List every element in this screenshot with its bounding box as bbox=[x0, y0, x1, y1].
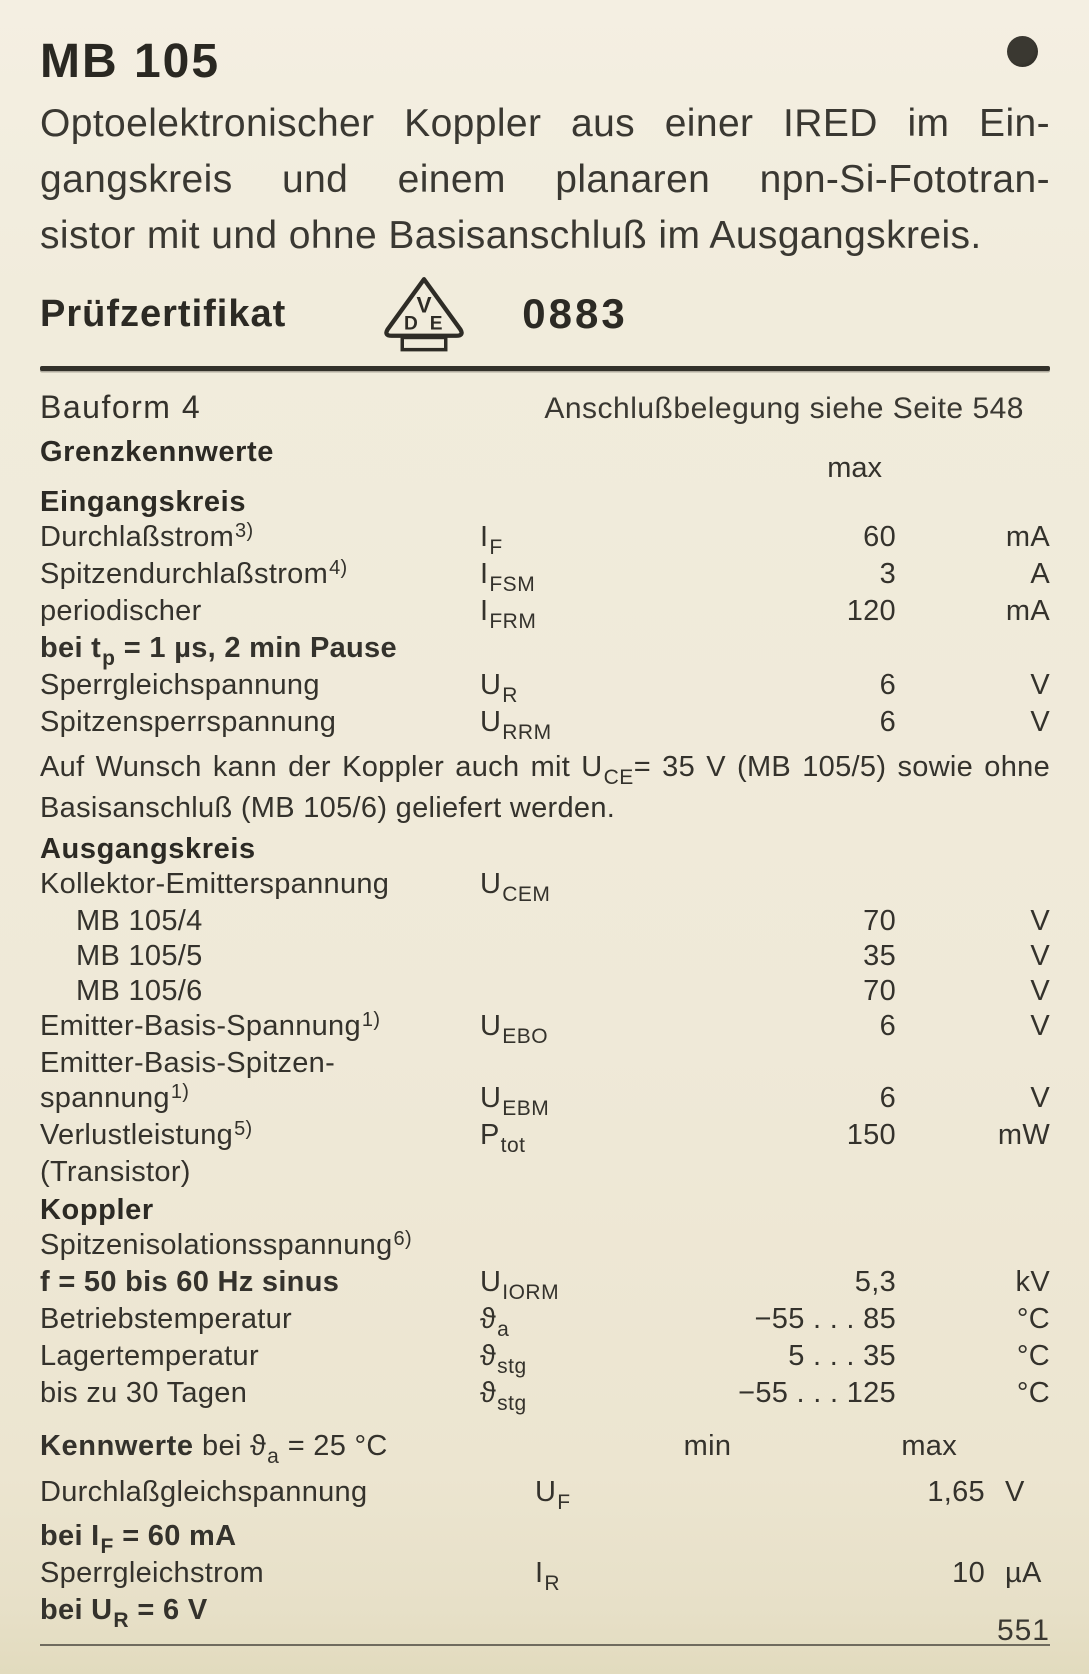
vde-letter-d: D bbox=[404, 313, 419, 335]
symbol-sub: F bbox=[100, 1535, 114, 1558]
section-title-text: = 25 °C bbox=[279, 1430, 388, 1462]
table-row bbox=[40, 1265, 1050, 1302]
symbol-base: I bbox=[535, 1557, 544, 1589]
symbol-sub: stg bbox=[497, 1355, 527, 1378]
note-text: = 35 V (MB 105/5) sowie ohne bbox=[633, 751, 1050, 783]
max-value: 5,3 bbox=[854, 1266, 896, 1298]
unit: V bbox=[1030, 975, 1050, 1007]
pinout-reference: Anschlußbelegung siehe Seite 548 bbox=[544, 392, 1024, 425]
label-text: Emitter-Basis-Spannung bbox=[40, 1010, 361, 1042]
label-text: bei I bbox=[40, 1520, 100, 1552]
table-row bbox=[40, 1155, 1050, 1190]
param-label bbox=[40, 1228, 480, 1265]
section-title-text: bei ϑ bbox=[193, 1430, 267, 1462]
description-line: sistor mit und ohne Basisanschluß im Ausgangskreis. bbox=[40, 214, 982, 257]
symbol-base: ϑ bbox=[480, 1377, 497, 1409]
range-value: 5 . . . 35 bbox=[788, 1340, 896, 1372]
footnote-ref: 3) bbox=[235, 520, 254, 542]
variant-label: MB 105/6 bbox=[76, 975, 203, 1007]
table-row bbox=[40, 1302, 1050, 1339]
symbol-sub: CE bbox=[603, 766, 634, 789]
symbol-base: I bbox=[480, 521, 489, 553]
unit: mA bbox=[1005, 595, 1050, 627]
vde-triangle-icon bbox=[372, 274, 476, 354]
label-text: = 6 V bbox=[129, 1594, 208, 1626]
symbol-sub: EBO bbox=[502, 1025, 549, 1048]
min-column-header: min bbox=[683, 1430, 732, 1462]
device-description bbox=[40, 96, 1050, 264]
unit: V bbox=[1030, 905, 1050, 937]
symbol-sub: R bbox=[502, 684, 518, 707]
param-symbol bbox=[480, 1118, 650, 1155]
symbol-sub: EBM bbox=[502, 1097, 550, 1120]
max-value: 60 bbox=[863, 521, 896, 553]
symbol-sub: stg bbox=[497, 1392, 527, 1415]
table-row bbox=[40, 1339, 1050, 1376]
footnote-ref: 4) bbox=[329, 557, 348, 579]
param-symbol bbox=[480, 1265, 650, 1302]
symbol-base: U bbox=[480, 1010, 502, 1042]
condition-row bbox=[40, 631, 1050, 668]
table-row bbox=[40, 1376, 1050, 1413]
footnote-ref: 1) bbox=[170, 1081, 190, 1103]
param-symbol bbox=[480, 1376, 650, 1413]
condition-label bbox=[40, 631, 650, 668]
unit: °C bbox=[1016, 1303, 1050, 1335]
symbol-sub: RRM bbox=[502, 721, 552, 744]
label-text: Verlustleistung bbox=[40, 1119, 234, 1151]
symbol-base: P bbox=[480, 1119, 500, 1151]
max-value: 120 bbox=[846, 595, 896, 627]
vde-letter-e: E bbox=[430, 313, 443, 335]
condition-row bbox=[40, 1593, 1050, 1630]
description-line: Optoelektronischer Koppler aus einer IRED im Ein- bbox=[40, 102, 1050, 145]
table-row bbox=[40, 939, 1050, 974]
param-symbol bbox=[480, 1081, 650, 1118]
input-circuit-heading: Eingangskreis bbox=[40, 485, 247, 518]
variant-label: MB 105/5 bbox=[76, 940, 203, 972]
description-line: gangskreis und einem planaren npn-Si-Fototran- bbox=[40, 158, 1050, 201]
param-label: Lagertemperatur bbox=[40, 1340, 259, 1372]
param-label bbox=[40, 705, 480, 739]
table-row bbox=[40, 1118, 1050, 1155]
page-title: MB 105 bbox=[40, 35, 221, 88]
param-label bbox=[40, 1118, 480, 1155]
section-title-bold: Kennwerte bbox=[40, 1430, 194, 1462]
label-text: Durchlaßstrom bbox=[40, 521, 235, 553]
page-number: 551 bbox=[996, 1614, 1050, 1647]
symbol-sub: R bbox=[544, 1572, 561, 1595]
table-row bbox=[40, 557, 1050, 594]
note-text: Auf Wunsch kann der Koppler auch mit U bbox=[40, 751, 603, 783]
footnote-ref: 1) bbox=[361, 1009, 381, 1031]
param-symbol bbox=[480, 1302, 650, 1339]
param-symbol bbox=[480, 705, 650, 742]
corner-dot-icon bbox=[1007, 36, 1038, 67]
symbol-sub: a bbox=[497, 1318, 510, 1341]
label-text: Spitzenisolationsspannung bbox=[40, 1229, 393, 1261]
unit: kV bbox=[1015, 1266, 1050, 1298]
param-label bbox=[40, 557, 480, 594]
condition-label: f = 50 bis 60 Hz sinus bbox=[40, 1266, 340, 1298]
symbol-base: I bbox=[480, 558, 489, 590]
param-label bbox=[40, 1009, 480, 1046]
table-row bbox=[40, 1228, 1050, 1265]
label-text: Spitzensperrspannung bbox=[40, 706, 337, 738]
symbol-sub: F bbox=[489, 536, 503, 559]
divider-thin bbox=[40, 1644, 1050, 1646]
symbol-base: U bbox=[480, 706, 502, 738]
param-symbol bbox=[480, 867, 650, 904]
condition-label bbox=[40, 1519, 650, 1556]
max-column-header: max bbox=[827, 452, 882, 484]
symbol-sub: CEM bbox=[502, 883, 551, 906]
param-label: Sperrgleichstrom bbox=[40, 1557, 264, 1589]
label-text: periodischer bbox=[40, 595, 202, 627]
symbol-sub: FRM bbox=[489, 610, 537, 633]
variant-label: MB 105/4 bbox=[76, 905, 203, 937]
max-value: 70 bbox=[863, 905, 896, 937]
symbol-base: U bbox=[480, 1082, 502, 1114]
label-text: spannung bbox=[40, 1082, 170, 1114]
param-label bbox=[40, 1081, 480, 1118]
section-title: Grenzkennwerte bbox=[40, 436, 275, 468]
param-label: Betriebstemperatur bbox=[40, 1303, 293, 1335]
param-label bbox=[40, 520, 480, 557]
table-row bbox=[40, 668, 1050, 705]
table-row bbox=[40, 1081, 1050, 1118]
symbol-sub: F bbox=[557, 1491, 571, 1514]
note-line: Basisanschluß (MB 105/6) geliefert werden. bbox=[40, 792, 616, 824]
symbol-base: U bbox=[480, 1266, 502, 1298]
max-value: 1,65 bbox=[927, 1476, 985, 1508]
output-circuit-heading: Ausgangskreis bbox=[40, 832, 256, 865]
title-row bbox=[40, 34, 1050, 88]
symbol-sub: R bbox=[113, 1609, 130, 1632]
max-value: 6 bbox=[879, 706, 896, 738]
symbol-sub: IORM bbox=[502, 1281, 560, 1304]
symbol-sub: p bbox=[102, 647, 116, 670]
unit: V bbox=[1030, 1082, 1050, 1114]
param-symbol bbox=[480, 668, 650, 705]
symbol-base: I bbox=[480, 595, 489, 627]
label-text: bei U bbox=[40, 1594, 113, 1626]
range-value: −55 . . . 85 bbox=[754, 1303, 896, 1335]
table-row bbox=[40, 867, 1050, 904]
symbol-sub: FSM bbox=[489, 573, 536, 596]
label-text: bei t bbox=[40, 632, 102, 664]
param-symbol bbox=[480, 557, 650, 594]
unit: V bbox=[1030, 940, 1050, 972]
symbol-sub: a bbox=[267, 1445, 280, 1468]
certificate-number: 0883 bbox=[522, 290, 628, 337]
table-row bbox=[40, 974, 1050, 1009]
table-row bbox=[40, 520, 1050, 557]
param-label bbox=[40, 594, 480, 628]
limits-section-header bbox=[40, 436, 1050, 484]
table-row bbox=[40, 705, 1050, 742]
max-value: 35 bbox=[863, 940, 896, 972]
label-text: Sperrgleichspannung bbox=[40, 669, 320, 701]
condition-label bbox=[40, 1593, 650, 1630]
max-value: 150 bbox=[846, 1119, 896, 1151]
footnote-ref: 6) bbox=[393, 1228, 412, 1250]
param-label bbox=[40, 668, 480, 702]
param-symbol bbox=[480, 594, 650, 631]
max-value: 3 bbox=[879, 558, 896, 590]
param-symbol bbox=[480, 1339, 650, 1376]
param-label: Durchlaßgleichspannung bbox=[40, 1476, 368, 1508]
option-note bbox=[40, 748, 1050, 827]
max-value: 6 bbox=[879, 669, 896, 701]
range-value: −55 . . . 125 bbox=[738, 1377, 896, 1409]
max-value: 70 bbox=[863, 975, 896, 1007]
table-row bbox=[40, 1009, 1050, 1046]
table-row bbox=[40, 1475, 1050, 1519]
condition-row bbox=[40, 1519, 1050, 1556]
param-symbol bbox=[480, 1556, 650, 1593]
unit: µA bbox=[1005, 1557, 1042, 1589]
max-value: 6 bbox=[879, 1010, 896, 1042]
bauform-label: Bauform 4 bbox=[40, 389, 202, 425]
table-row bbox=[40, 1556, 1050, 1593]
meta-row bbox=[40, 389, 1050, 426]
param-symbol bbox=[480, 1475, 650, 1512]
unit: V bbox=[1030, 706, 1050, 738]
max-value: 6 bbox=[879, 1082, 896, 1114]
unit: °C bbox=[1016, 1340, 1050, 1372]
param-symbol bbox=[480, 520, 650, 557]
symbol-base: U bbox=[480, 868, 502, 900]
param-label bbox=[40, 867, 480, 901]
max-column-header: max bbox=[901, 1430, 957, 1462]
unit: V bbox=[1005, 1476, 1025, 1508]
symbol-base: U bbox=[535, 1476, 557, 1508]
table-row bbox=[40, 1046, 1050, 1081]
symbol-base: ϑ bbox=[480, 1340, 497, 1372]
symbol-base: ϑ bbox=[480, 1303, 497, 1335]
label-text: Spitzendurchlaßstrom bbox=[40, 558, 329, 590]
unit: mA bbox=[1005, 521, 1050, 553]
label-text: = 1 µs, 2 min Pause bbox=[115, 632, 397, 664]
characteristics-section bbox=[40, 1429, 1050, 1630]
characteristics-header bbox=[40, 1429, 1050, 1475]
unit: V bbox=[1030, 669, 1050, 701]
section-title bbox=[40, 1429, 650, 1466]
unit: mW bbox=[997, 1119, 1050, 1151]
param-symbol bbox=[480, 1009, 650, 1046]
footnote-ref: 5) bbox=[234, 1118, 253, 1140]
unit: °C bbox=[1016, 1377, 1050, 1409]
param-label: bis zu 30 Tagen bbox=[40, 1377, 248, 1409]
unit: V bbox=[1030, 1010, 1050, 1042]
vde-letter-v: V bbox=[416, 292, 432, 318]
symbol-sub: tot bbox=[500, 1134, 526, 1157]
table-row bbox=[40, 594, 1050, 631]
param-label: (Transistor) bbox=[40, 1156, 191, 1188]
max-value: 10 bbox=[952, 1557, 985, 1589]
label-text: = 60 mA bbox=[113, 1520, 237, 1552]
table-row bbox=[40, 904, 1050, 939]
divider-thick bbox=[40, 366, 1050, 371]
note-line bbox=[40, 748, 1050, 789]
coupler-heading: Koppler bbox=[40, 1193, 154, 1226]
param-label: Emitter-Basis-Spitzen- bbox=[40, 1047, 336, 1079]
label-text: Kollektor-Emitterspannung bbox=[40, 868, 390, 900]
unit: A bbox=[1030, 558, 1050, 590]
symbol-base: U bbox=[480, 669, 502, 701]
certificate-row bbox=[40, 274, 1050, 354]
certificate-label: Prüfzertifikat bbox=[40, 292, 287, 335]
